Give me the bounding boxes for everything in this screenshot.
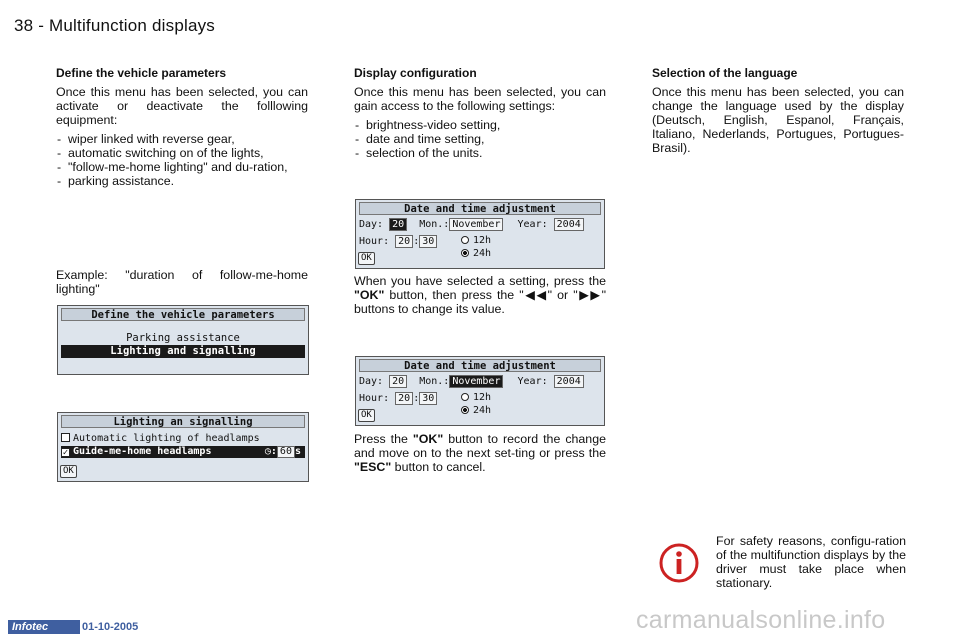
- option-24h[interactable]: [461, 405, 491, 417]
- screen-date-time-2: [355, 356, 605, 426]
- watermark: carmanualsonline.info: [636, 606, 886, 634]
- info-icon: [658, 542, 700, 584]
- row-time: Hour: 20 : 30: [359, 392, 437, 405]
- option-label: 24h: [473, 248, 492, 259]
- page-title: Multifunction displays: [49, 16, 216, 35]
- screen-define-parameters: [57, 305, 309, 375]
- radio-off-icon[interactable]: [461, 236, 469, 244]
- esc-keyword: "ESC": [354, 460, 392, 474]
- minute-field[interactable]: 30: [419, 235, 437, 248]
- day-field[interactable]: 20: [389, 218, 407, 231]
- duration-field[interactable]: 60: [277, 446, 295, 458]
- safety-text: For safety reasons, configu-ration of the multifunction displays by the driver must take place when stationary.: [716, 534, 906, 590]
- section-heading: Display configuration: [354, 66, 477, 80]
- option-24h[interactable]: [461, 248, 491, 260]
- year-label: Year:: [517, 376, 548, 387]
- screen-title: Date and time adjustment: [359, 202, 601, 215]
- equipment-list: [56, 132, 308, 188]
- ok-button[interactable]: OK: [60, 465, 77, 478]
- list-item: - automatic switching on of the lights,: [56, 146, 308, 160]
- ok-keyword: "OK": [354, 288, 385, 302]
- duration-value-group[interactable]: ◷: 60 s: [264, 446, 301, 457]
- month-field[interactable]: November: [449, 375, 503, 388]
- column-vehicle-parameters: [56, 66, 308, 188]
- text-part: Press the: [354, 432, 413, 446]
- section-intro: Once this menu has been selected, you can activate or deactivate the folllowing equipment:: [56, 85, 308, 127]
- list-item: - "follow-me-home lighting" and du-ration,: [56, 160, 308, 174]
- clock-icon: ◷: [264, 446, 271, 457]
- radio-on-icon[interactable]: [461, 249, 469, 257]
- text-part: When you have selected a setting, press the: [354, 274, 606, 288]
- day-label: Day:: [359, 219, 384, 230]
- radio-off-icon[interactable]: [461, 393, 469, 401]
- option-label: 24h: [473, 405, 492, 416]
- text-part: button to record the change and move on to the next set-ting or press the: [354, 432, 606, 460]
- row-time: Hour: 20 : 30: [359, 235, 437, 248]
- ok-button[interactable]: OK: [358, 409, 375, 422]
- checkbox-unchecked-icon[interactable]: [61, 433, 70, 442]
- menu-item-lighting-signalling[interactable]: Lighting and signalling: [61, 345, 305, 358]
- ok-button[interactable]: OK: [358, 252, 375, 265]
- settings-list: [354, 118, 606, 160]
- month-label: Mon.:: [419, 219, 450, 230]
- row-label: Automatic lighting of headlamps: [73, 433, 260, 444]
- month-label: Mon.:: [419, 376, 450, 387]
- option-label: 12h: [473, 235, 492, 246]
- example-text: Example: "duration of follow-me-home lighting": [56, 268, 308, 296]
- list-item: - selection of the units.: [354, 146, 606, 160]
- menu-item-parking-assistance[interactable]: Parking assistance: [126, 332, 240, 344]
- screen-title: Define the vehicle parameters: [61, 308, 305, 321]
- screen-title: Date and time adjustment: [359, 359, 601, 372]
- hour-field[interactable]: 20: [395, 235, 413, 248]
- year-field[interactable]: 2004: [554, 375, 584, 388]
- list-item: - parking assistance.: [56, 174, 308, 188]
- section-heading: Define the vehicle parameters: [56, 66, 227, 80]
- section-intro: Once this menu has been selected, you can gain access to the following settings:: [354, 85, 606, 113]
- page-number: 38: [14, 16, 34, 35]
- row-date: [359, 375, 584, 388]
- option-label: 12h: [473, 392, 492, 403]
- ok-keyword: "OK": [412, 432, 444, 446]
- row-date: [359, 218, 584, 231]
- day-field[interactable]: 20: [389, 375, 407, 388]
- year-label: Year:: [517, 219, 548, 230]
- list-item: - wiper linked with reverse gear,: [56, 132, 308, 146]
- option-12h[interactable]: [461, 235, 491, 247]
- screen-lighting-signalling: [57, 412, 309, 482]
- month-field[interactable]: November: [449, 218, 503, 231]
- list-item: - date and time setting,: [354, 132, 606, 146]
- page-header: [14, 16, 215, 36]
- option-12h[interactable]: [461, 392, 491, 404]
- hour-label: Hour:: [359, 393, 390, 404]
- list-item: - brightness-video setting,: [354, 118, 606, 132]
- row-auto-headlamps[interactable]: [61, 433, 260, 445]
- instruction-select: [354, 274, 606, 316]
- screen-title: Lighting an signalling: [61, 415, 305, 428]
- rewind-icon: ◀◀: [523, 288, 548, 302]
- screen-date-time-1: [355, 199, 605, 269]
- hour-label: Hour:: [359, 236, 390, 247]
- safety-note: [658, 534, 908, 590]
- column-display-configuration: [354, 66, 606, 160]
- infotec-logo: Infotec: [8, 620, 80, 634]
- text-part: button to cancel.: [391, 460, 486, 474]
- radio-on-icon[interactable]: [461, 406, 469, 414]
- instruction-record: [354, 432, 606, 474]
- year-field[interactable]: 2004: [554, 218, 584, 231]
- fast-forward-icon: ▶▶: [577, 288, 602, 302]
- footer-date: 01-10-2005: [82, 621, 139, 633]
- duration-unit: s: [294, 446, 301, 457]
- text-part: " or ": [547, 288, 578, 302]
- column-language: [652, 66, 904, 160]
- text-part: " buttons to change its value.: [354, 288, 606, 316]
- day-label: Day:: [359, 376, 384, 387]
- checkbox-checked-icon[interactable]: ✓: [62, 448, 69, 458]
- minute-field[interactable]: 30: [419, 392, 437, 405]
- row-guide-me-home[interactable]: [61, 446, 305, 458]
- header-separator: -: [33, 16, 50, 35]
- section-heading: Selection of the language: [652, 66, 798, 80]
- section-intro: Once this menu has been selected, you can change the language used by the display (Deutsch, English, Espanol, Français, Italiano, Nederlands, Portugues, Portugues-Brasil).: [652, 85, 904, 155]
- hour-field[interactable]: 20: [395, 392, 413, 405]
- row-label: Guide-me-home headlamps: [73, 446, 212, 457]
- text-part: button, then press the ": [384, 288, 524, 302]
